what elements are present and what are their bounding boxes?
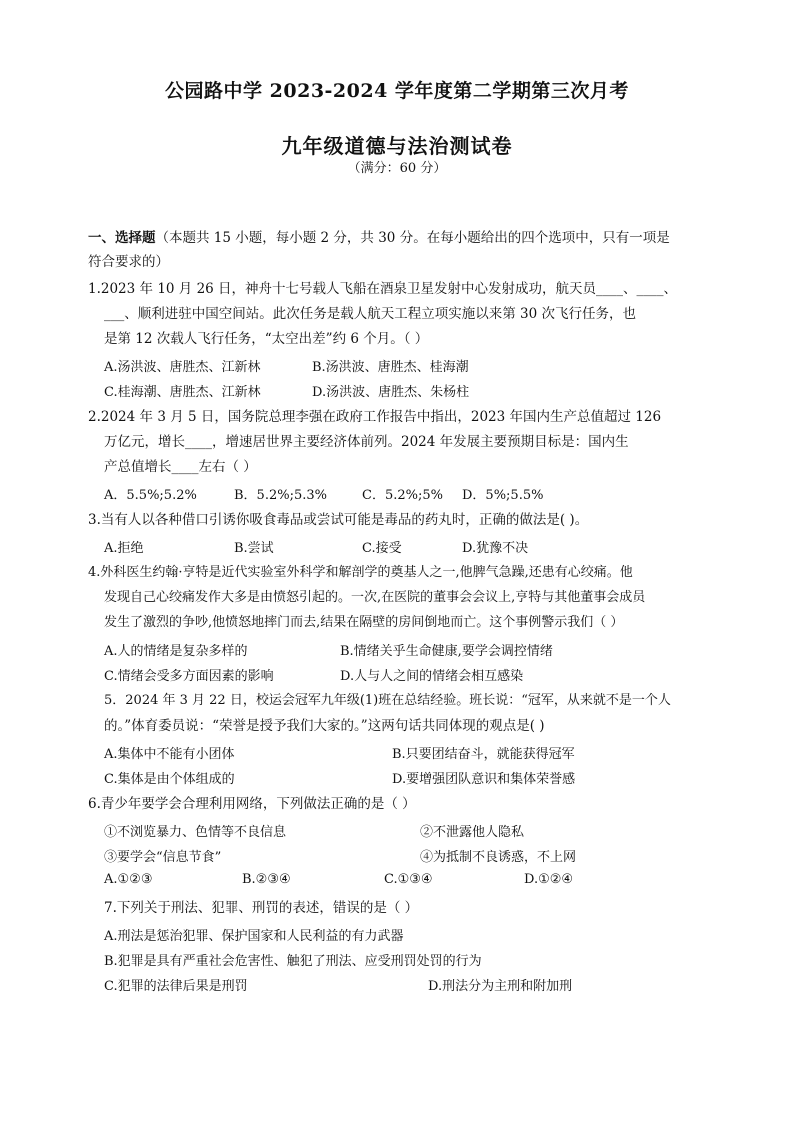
q7-option-b: B.犯罪是具有严重社会危害性、触犯了刑法、应受刑罚处罚的行为	[104, 954, 482, 969]
q2-option-c: C．5.2%;5%	[362, 488, 443, 503]
q4-option-b: B.情绪关乎生命健康,要学会调控情绪	[340, 644, 553, 659]
q6-option-c: C.①③④	[384, 872, 433, 887]
q3-option-a: A.拒绝	[104, 541, 144, 556]
q6-option-b: B.②③④	[242, 872, 291, 887]
q7-option-a: A.刑法是惩治犯罪、保护国家和人民利益的有力武器	[104, 929, 404, 944]
q2-stem-line-3: 产总值增长____左右（ ）	[104, 459, 257, 475]
q2-option-a: A．5.5%;5.2%	[104, 488, 197, 503]
q4-option-a: A.人的情绪是复杂多样的	[104, 644, 248, 659]
q5-stem-line-2: 的。”体育委员说：“荣誉是授予我们大家的。”这两句话共同体现的观点是( )	[104, 718, 545, 734]
q3-option-b: B.尝试	[234, 541, 274, 556]
exam-subtitle: 九年级道德与法治测试卷	[281, 134, 513, 158]
q1-option-d: D.汤洪波、唐胜杰、朱杨柱	[312, 385, 470, 400]
q1-stem-line-3: 是第 12 次载人飞行任务，“太空出差”约 6 个月。（ ）	[104, 331, 429, 347]
q6-statement-3: ③要学会“信息节食”	[104, 850, 222, 865]
q3-option-d: D.犹豫不决	[462, 541, 529, 556]
q6-option-d: D.①②④	[524, 872, 574, 887]
q1-stem-line-1: 1.2023 年 10 月 26 日，神舟十七号载人飞船在酒泉卫星发射中心发射成功，航天员____、____、	[88, 281, 678, 297]
exam-title: 公园路中学 2023-2024 学年度第二学期第三次月考	[165, 80, 629, 102]
q6-statement-1: ①不浏览暴力、色情等不良信息	[104, 825, 287, 840]
q2-option-b: B．5.2%;5.3%	[234, 488, 327, 503]
q5-option-b: B.只要团结奋斗，就能获得冠军	[392, 747, 575, 762]
q6-statement-4: ④为抵制不良诱惑，不上网	[420, 850, 577, 865]
q4-option-d: D.人与人之间的情绪会相互感染	[340, 669, 524, 684]
q6-statement-2: ②不泄露他人隐私	[420, 825, 525, 840]
q4-stem-line-3: 发生了激烈的争吵,他愤怒地摔门而去,结果在隔壁的房间倒地而亡。这个事例警示我们（ ）	[104, 615, 624, 630]
q7-option-d: D.刑法分为主刑和附加刑	[428, 979, 573, 994]
q1-option-c: C.桂海潮、唐胜杰、江新林	[104, 385, 261, 400]
q2-stem-line-2: 万亿元，增长____，增速居世界主要经济体前列。2024 年发展主要预期目标是：国内生	[104, 434, 629, 450]
q5-stem-line-1: 5．2024 年 3 月 22 日，校运会冠军九年级(1)班在总结经验。班长说：“冠军，从来就不是一个人	[104, 693, 671, 708]
q5-option-d: D.要增强团队意识和集体荣誉感	[392, 772, 576, 787]
q5-option-c: C.集体是由个体组成的	[104, 772, 235, 787]
q1-stem-line-2: ___、顺利进驻中国空间站。此次任务是载人航天工程立项实施以来第 30 次飞行任务，也	[104, 306, 637, 322]
q6-option-a: A.①②③	[104, 872, 153, 887]
section-heading: 一、选择题	[88, 230, 156, 246]
section-heading-line	[88, 228, 670, 248]
q4-stem-line-2: 发现自己心绞痛发作大多是由愤怒引起的。一次,在医院的董事会会议上,亨特与其他董事会成员	[104, 590, 646, 605]
q7-stem-line-1: 7.下列关于刑法、犯罪、刑罚的表述，错误的是（ ）	[104, 900, 419, 916]
section-desc-2: 符合要求的）	[88, 254, 169, 270]
q2-option-d: D．5%;5.5%	[462, 488, 544, 503]
q3-option-c: C.接受	[362, 541, 402, 556]
full-score: （满分：60 分）	[347, 161, 447, 176]
q5-option-a: A.集体中不能有小团体	[104, 747, 235, 762]
q1-option-b: B.汤洪波、唐胜杰、桂海潮	[312, 360, 469, 375]
q4-option-c: C.情绪会受多方面因素的影响	[104, 669, 274, 684]
q1-option-a: A.汤洪波、唐胜杰、江新林	[104, 360, 261, 375]
q7-option-c: C.犯罪的法律后果是刑罚	[104, 979, 248, 994]
q6-stem-line-1: 6.青少年要学会合理利用网络，下列做法正确的是（ ）	[88, 796, 416, 812]
q3-stem-line-1: 3.当有人以各种借口引诱你吸食毒品或尝试可能是毒品的药丸时，正确的做法是( )。	[88, 512, 589, 528]
q2-stem-line-1: 2.2024 年 3 月 5 日，国务院总理李强在政府工作报告中指出，2023 年国内生产总值超过 126	[88, 409, 662, 425]
section-desc-1: （本题共 15 小题，每小题 2 分，共 30 分。在每小题给出的四个选项中，只有一项是	[155, 230, 670, 246]
q4-stem-line-1: 4.外科医生约翰·亨特是近代实验室外科学和解剖学的奠基人之一,他脾气急躁,还患有心绞痛。他	[88, 565, 633, 580]
